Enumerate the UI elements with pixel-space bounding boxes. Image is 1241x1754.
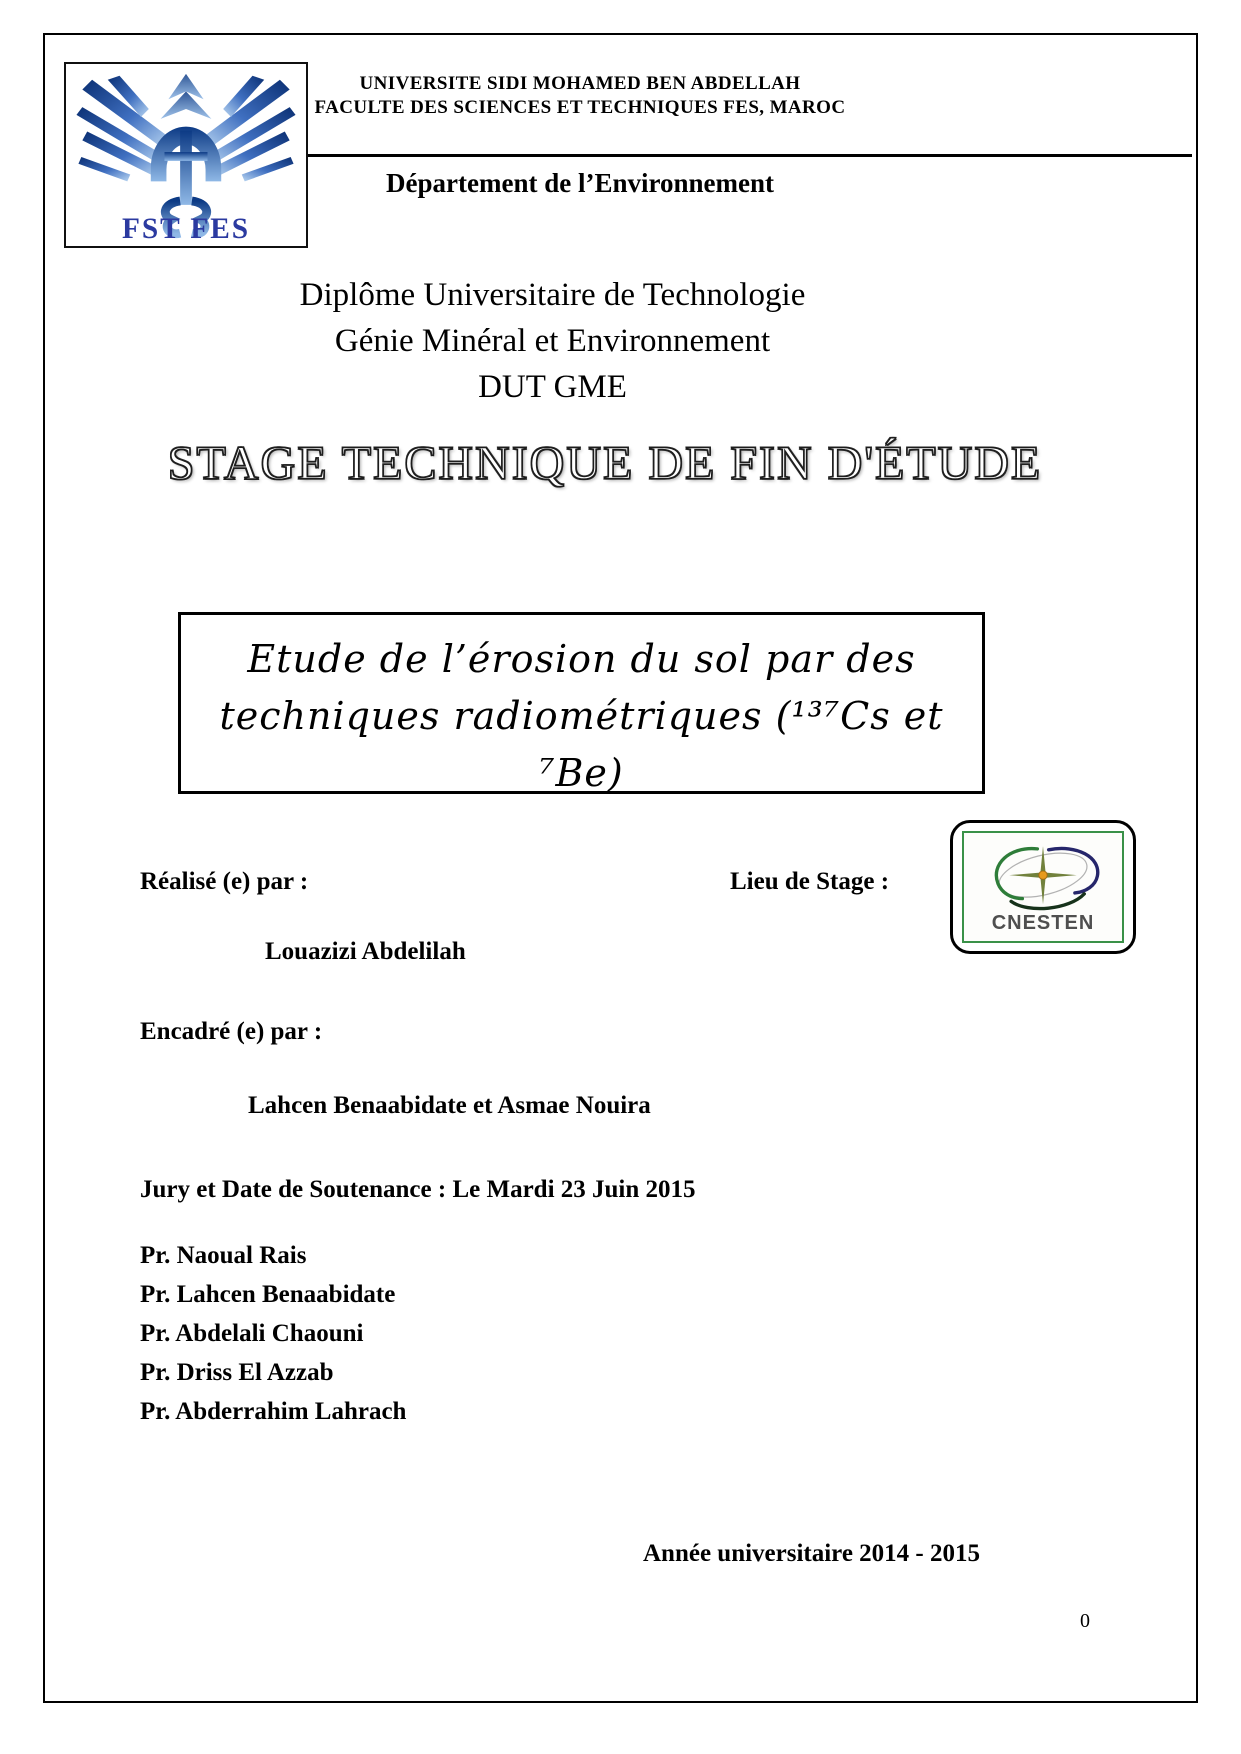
- thesis-title-box: [178, 612, 985, 794]
- degree-line-2: Génie Minéral et Environnement: [334, 323, 771, 359]
- jury-list: [140, 1236, 406, 1431]
- degree-block: [0, 272, 1105, 410]
- author-label: Réalisé (e) par :: [140, 868, 309, 895]
- faculty-name: FACULTE DES SCIENCES ET TECHNIQUES FES, MAROC: [314, 97, 846, 118]
- department-name: Département de l’Environnement: [386, 168, 774, 198]
- jury-member: Pr. Abderrahim Lahrach: [140, 1398, 407, 1425]
- cnesten-logo-text: CNESTEN: [991, 912, 1095, 934]
- jury-member: Pr. Abdelali Chaouni: [140, 1320, 364, 1347]
- degree-line-3: DUT GME: [478, 369, 627, 405]
- cnesten-atom-icon: [968, 841, 1118, 913]
- cnesten-logo: [962, 831, 1124, 943]
- fst-fes-logo-text: FST FES: [121, 213, 251, 244]
- stage-title: STAGE TECHNIQUE DE FIN D'ÉTUDE: [167, 437, 1043, 490]
- fst-fes-logo-box: [64, 62, 308, 248]
- jury-heading: Jury et Date de Soutenance : Le Mardi 23 Juin 2015: [140, 1176, 696, 1203]
- thesis-title-line-2: techniques radiométriques (¹³⁷Cs et ⁷Be): [219, 694, 944, 795]
- jury-member: Pr. Naoual Rais: [140, 1242, 307, 1269]
- academic-year: Année universitaire 2014 - 2015: [642, 1540, 980, 1567]
- jury-member: Pr. Driss El Azzab: [140, 1359, 334, 1386]
- supervisor-names: Lahcen Benaabidate et Asmae Nouira: [248, 1092, 651, 1119]
- jury-member: Pr. Lahcen Benaabidate: [140, 1281, 396, 1308]
- header-divider: [308, 154, 1192, 157]
- thesis-title-line-1: Etude de l’érosion du sol par des: [247, 637, 916, 681]
- fst-fes-logo-icon: [68, 66, 304, 244]
- internship-place-label: Lieu de Stage :: [730, 868, 890, 895]
- page-number: 0: [1080, 1610, 1090, 1632]
- supervisor-label: Encadré (e) par :: [140, 1018, 323, 1045]
- author-name: Louazizi Abdelilah: [265, 938, 466, 965]
- degree-line-1: Diplôme Universitaire de Technologie: [299, 277, 806, 313]
- cnesten-logo-box: [950, 820, 1136, 954]
- university-header: [300, 72, 860, 120]
- university-name: UNIVERSITE SIDI MOHAMED BEN ABDELLAH: [359, 73, 801, 94]
